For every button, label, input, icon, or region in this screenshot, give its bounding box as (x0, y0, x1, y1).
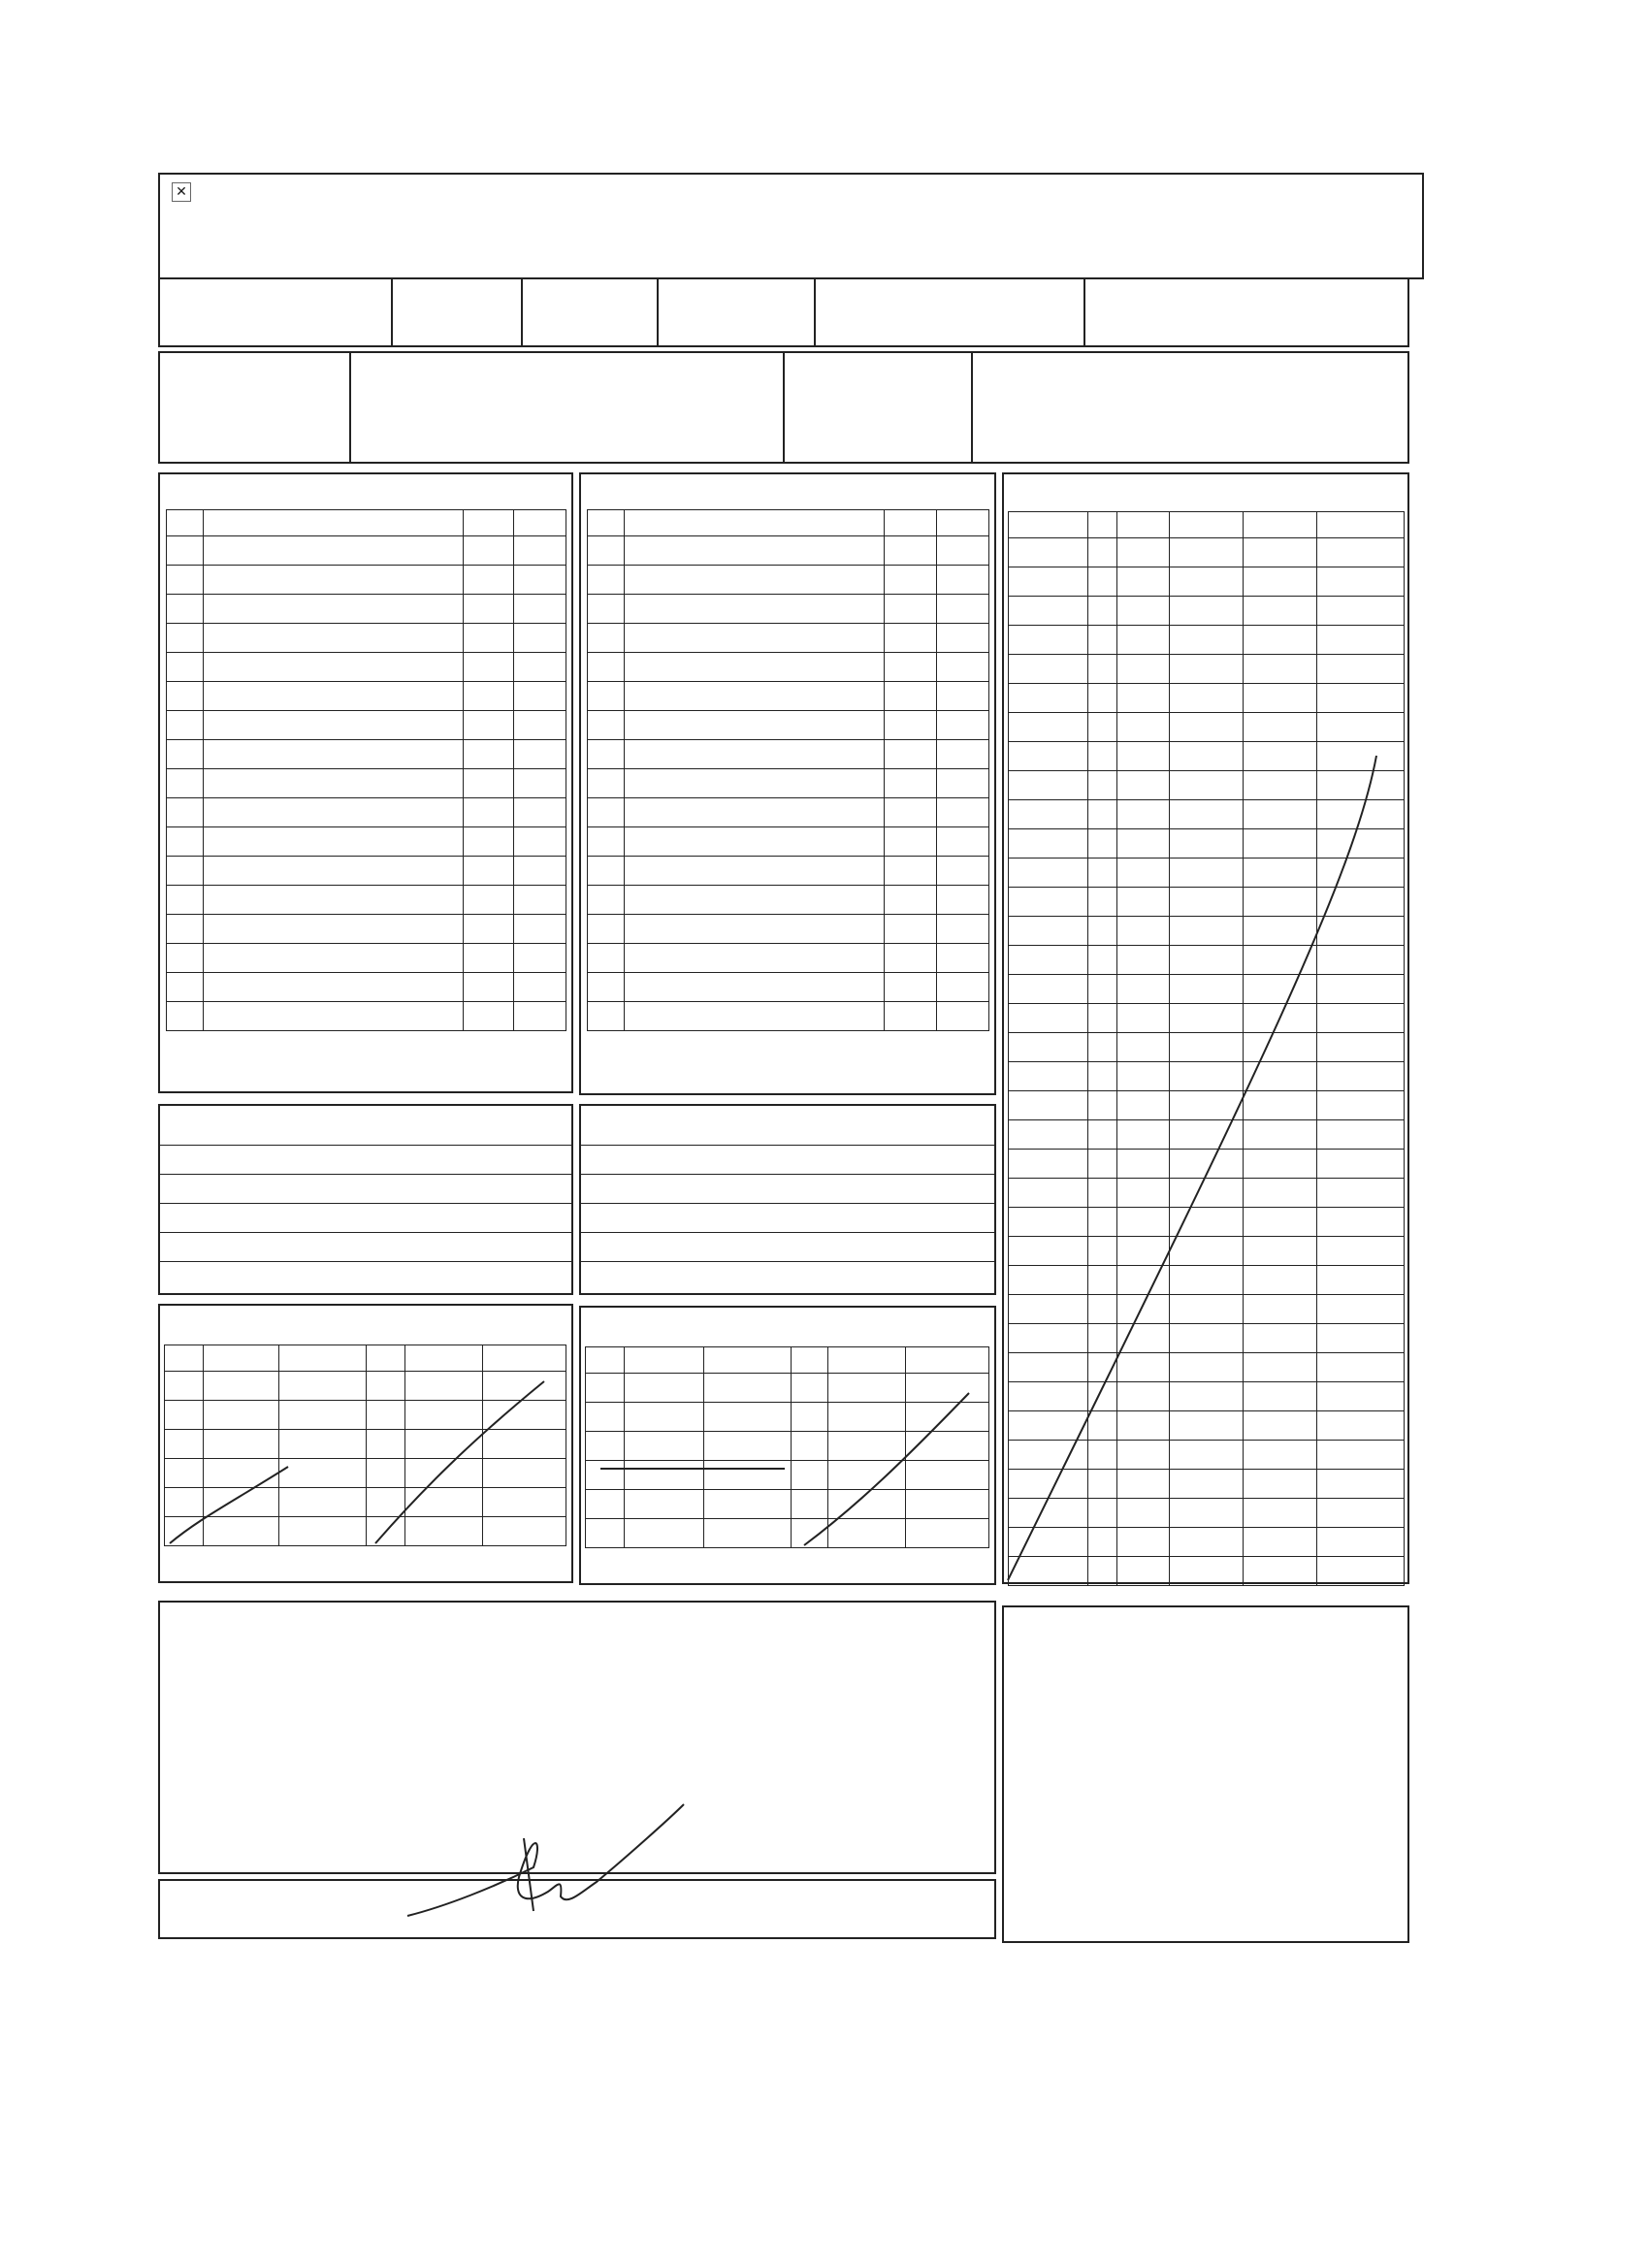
home-player-row (167, 915, 566, 944)
home-player-name (204, 536, 464, 566)
coaches-guest-name (581, 1203, 994, 1232)
home-player-goals (464, 944, 514, 973)
home-player-number (167, 973, 204, 1002)
coaches-home-name (160, 1203, 571, 1232)
guest-player-number (588, 740, 625, 769)
home-player-goals (464, 769, 514, 798)
referee-signature (388, 1799, 698, 1935)
home-player-number (167, 886, 204, 915)
home-col-pen (514, 510, 566, 536)
guest-player-number (588, 682, 625, 711)
coaches-home-box (158, 1104, 573, 1295)
home-player-goals (464, 973, 514, 1002)
coaches-home-name (160, 1232, 571, 1261)
home-player-goals (464, 740, 514, 769)
broken-image-icon: ✕ (172, 182, 191, 202)
home-player-row (167, 1002, 566, 1031)
coaches-guest-name (581, 1145, 994, 1174)
home-player-row (167, 886, 566, 915)
home-player-goals (464, 886, 514, 915)
home-player-goals (464, 682, 514, 711)
home-player-row (167, 740, 566, 769)
guest-player-goals (885, 973, 937, 1002)
goals-box (1002, 472, 1409, 1584)
home-player-name (204, 711, 464, 740)
home-player-row (167, 595, 566, 624)
home-player-penalties (514, 536, 566, 566)
guest-player-name (625, 740, 885, 769)
home-player-name (204, 624, 464, 653)
home-player-number (167, 769, 204, 798)
home-player-name (204, 1002, 464, 1031)
home-player-number (167, 798, 204, 827)
guest-player-row (588, 798, 989, 827)
home-player-number (167, 1002, 204, 1031)
guest-player-row (588, 536, 989, 566)
guest-player-name (625, 711, 885, 740)
home-player-number (167, 653, 204, 682)
home-player-number (167, 624, 204, 653)
home-player-row (167, 857, 566, 886)
guest-player-penalties (937, 536, 989, 566)
guest-player-name (625, 536, 885, 566)
guest-player-goals (885, 566, 937, 595)
home-player-row (167, 973, 566, 1002)
guest-player-name (625, 973, 885, 1002)
guest-player-name (625, 653, 885, 682)
guest-player-goals (885, 827, 937, 857)
guest-player-goals (885, 653, 937, 682)
guest-player-row (588, 624, 989, 653)
home-player-row (167, 769, 566, 798)
guest-player-name (625, 566, 885, 595)
home-player-penalties (514, 682, 566, 711)
guest-team-roster (579, 472, 996, 1095)
officials-box (158, 351, 1409, 464)
guest-player-number (588, 711, 625, 740)
home-player-name (204, 769, 464, 798)
home-player-goals (464, 536, 514, 566)
guest-player-row (588, 682, 989, 711)
guest-player-goals (885, 886, 937, 915)
home-player-goals (464, 653, 514, 682)
guest-player-goals (885, 595, 937, 624)
guest-player-name (625, 1002, 885, 1031)
home-player-name (204, 682, 464, 711)
home-player-row (167, 944, 566, 973)
guest-player-name (625, 915, 885, 944)
home-player-penalties (514, 624, 566, 653)
guest-player-number (588, 798, 625, 827)
home-player-goals (464, 711, 514, 740)
guest-player-name (625, 857, 885, 886)
home-player-penalties (514, 915, 566, 944)
guest-player-penalties (937, 769, 989, 798)
guest-player-goals (885, 624, 937, 653)
home-col-goal (464, 510, 514, 536)
home-player-name (204, 973, 464, 1002)
home-player-goals (464, 624, 514, 653)
guest-player-goals (885, 682, 937, 711)
guest-player-row (588, 595, 989, 624)
guest-player-penalties (937, 886, 989, 915)
home-player-row (167, 711, 566, 740)
home-player-name (204, 653, 464, 682)
home-player-row (167, 536, 566, 566)
coaches-guest-name (581, 1232, 994, 1261)
home-player-number (167, 711, 204, 740)
coaches-home-name (160, 1174, 571, 1203)
coaches-guest-box (579, 1104, 996, 1295)
guest-player-goals (885, 711, 937, 740)
home-player-number (167, 915, 204, 944)
home-player-number (167, 682, 204, 711)
guest-player-penalties (937, 915, 989, 944)
penalties-guest-box (579, 1306, 996, 1585)
guest-player-penalties (937, 827, 989, 857)
guest-player-penalties (937, 740, 989, 769)
guest-player-name (625, 944, 885, 973)
guest-player-goals (885, 944, 937, 973)
home-player-name (204, 886, 464, 915)
home-player-row (167, 827, 566, 857)
home-player-penalties (514, 973, 566, 1002)
home-player-penalties (514, 769, 566, 798)
home-player-penalties (514, 653, 566, 682)
home-player-name (204, 740, 464, 769)
home-player-name (204, 915, 464, 944)
guest-player-penalties (937, 798, 989, 827)
guest-player-goals (885, 915, 937, 944)
guest-player-row (588, 857, 989, 886)
home-col-num (167, 510, 204, 536)
guest-player-penalties (937, 624, 989, 653)
guest-player-row (588, 740, 989, 769)
guest-player-goals (885, 740, 937, 769)
guest-player-row (588, 711, 989, 740)
guest-player-row (588, 944, 989, 973)
coaches-guest-name (581, 1174, 994, 1203)
home-player-number (167, 566, 204, 595)
home-player-penalties (514, 711, 566, 740)
pen-home-strike-lines (160, 1306, 575, 1585)
home-col-name (204, 510, 464, 536)
coaches-home-name (160, 1261, 571, 1290)
guest-player-number (588, 886, 625, 915)
guest-player-number (588, 827, 625, 857)
home-player-goals (464, 595, 514, 624)
home-player-number (167, 536, 204, 566)
home-player-name (204, 857, 464, 886)
home-player-penalties (514, 740, 566, 769)
guest-player-number (588, 857, 625, 886)
home-player-goals (464, 915, 514, 944)
home-player-row (167, 682, 566, 711)
home-player-row (167, 566, 566, 595)
guest-player-goals (885, 857, 937, 886)
guest-player-goals (885, 798, 937, 827)
home-player-row (167, 624, 566, 653)
home-player-number (167, 827, 204, 857)
home-player-name (204, 798, 464, 827)
guest-player-name (625, 624, 885, 653)
guest-player-penalties (937, 682, 989, 711)
guest-player-number (588, 566, 625, 595)
pen-guest-strike-lines (581, 1308, 998, 1587)
guest-player-penalties (937, 857, 989, 886)
guest-player-goals (885, 536, 937, 566)
home-player-row (167, 798, 566, 827)
match-info (158, 277, 1409, 347)
guest-player-penalties (937, 973, 989, 1002)
guest-player-row (588, 827, 989, 857)
home-player-number (167, 595, 204, 624)
guest-player-row (588, 886, 989, 915)
guest-player-row (588, 915, 989, 944)
guest-player-row (588, 653, 989, 682)
guest-player-number (588, 973, 625, 1002)
guest-player-number (588, 769, 625, 798)
home-player-goals (464, 857, 514, 886)
home-player-penalties (514, 595, 566, 624)
guest-player-name (625, 827, 885, 857)
guest-player-row (588, 973, 989, 1002)
guest-player-row (588, 1002, 989, 1031)
goals-strike-line (1004, 474, 1411, 1586)
home-player-name (204, 944, 464, 973)
coaches-home-name (160, 1145, 571, 1174)
guest-player-number (588, 915, 625, 944)
guest-player-penalties (937, 653, 989, 682)
home-player-row (167, 653, 566, 682)
guest-col-name (625, 510, 885, 536)
home-player-penalties (514, 827, 566, 857)
home-player-number (167, 944, 204, 973)
logo-box (158, 173, 1424, 279)
guest-player-penalties (937, 566, 989, 595)
home-player-penalties (514, 886, 566, 915)
penalties-home-box (158, 1304, 573, 1583)
home-player-name (204, 566, 464, 595)
coaches-guest-name (581, 1261, 994, 1290)
guest-player-name (625, 886, 885, 915)
home-player-penalties (514, 798, 566, 827)
home-player-goals (464, 827, 514, 857)
home-player-penalties (514, 1002, 566, 1031)
guest-player-number (588, 595, 625, 624)
guest-col-goal (885, 510, 937, 536)
guest-player-penalties (937, 595, 989, 624)
guest-player-row (588, 566, 989, 595)
guest-player-penalties (937, 711, 989, 740)
home-player-number (167, 857, 204, 886)
guest-player-goals (885, 1002, 937, 1031)
guest-player-number (588, 653, 625, 682)
game-result-box (1002, 1605, 1409, 1943)
guest-player-number (588, 624, 625, 653)
home-player-name (204, 595, 464, 624)
home-player-goals (464, 566, 514, 595)
home-player-goals (464, 798, 514, 827)
guest-col-pen (937, 510, 989, 536)
guest-player-number (588, 944, 625, 973)
guest-player-number (588, 1002, 625, 1031)
home-player-name (204, 827, 464, 857)
home-player-penalties (514, 566, 566, 595)
home-player-penalties (514, 857, 566, 886)
guest-player-name (625, 769, 885, 798)
home-player-penalties (514, 944, 566, 973)
guest-player-row (588, 769, 989, 798)
guest-player-name (625, 682, 885, 711)
guest-col-num (588, 510, 625, 536)
guest-player-goals (885, 769, 937, 798)
home-player-goals (464, 1002, 514, 1031)
home-player-number (167, 740, 204, 769)
home-team-roster (158, 472, 573, 1093)
guest-player-name (625, 798, 885, 827)
guest-player-penalties (937, 944, 989, 973)
guest-player-name (625, 595, 885, 624)
guest-player-penalties (937, 1002, 989, 1031)
guest-player-number (588, 536, 625, 566)
